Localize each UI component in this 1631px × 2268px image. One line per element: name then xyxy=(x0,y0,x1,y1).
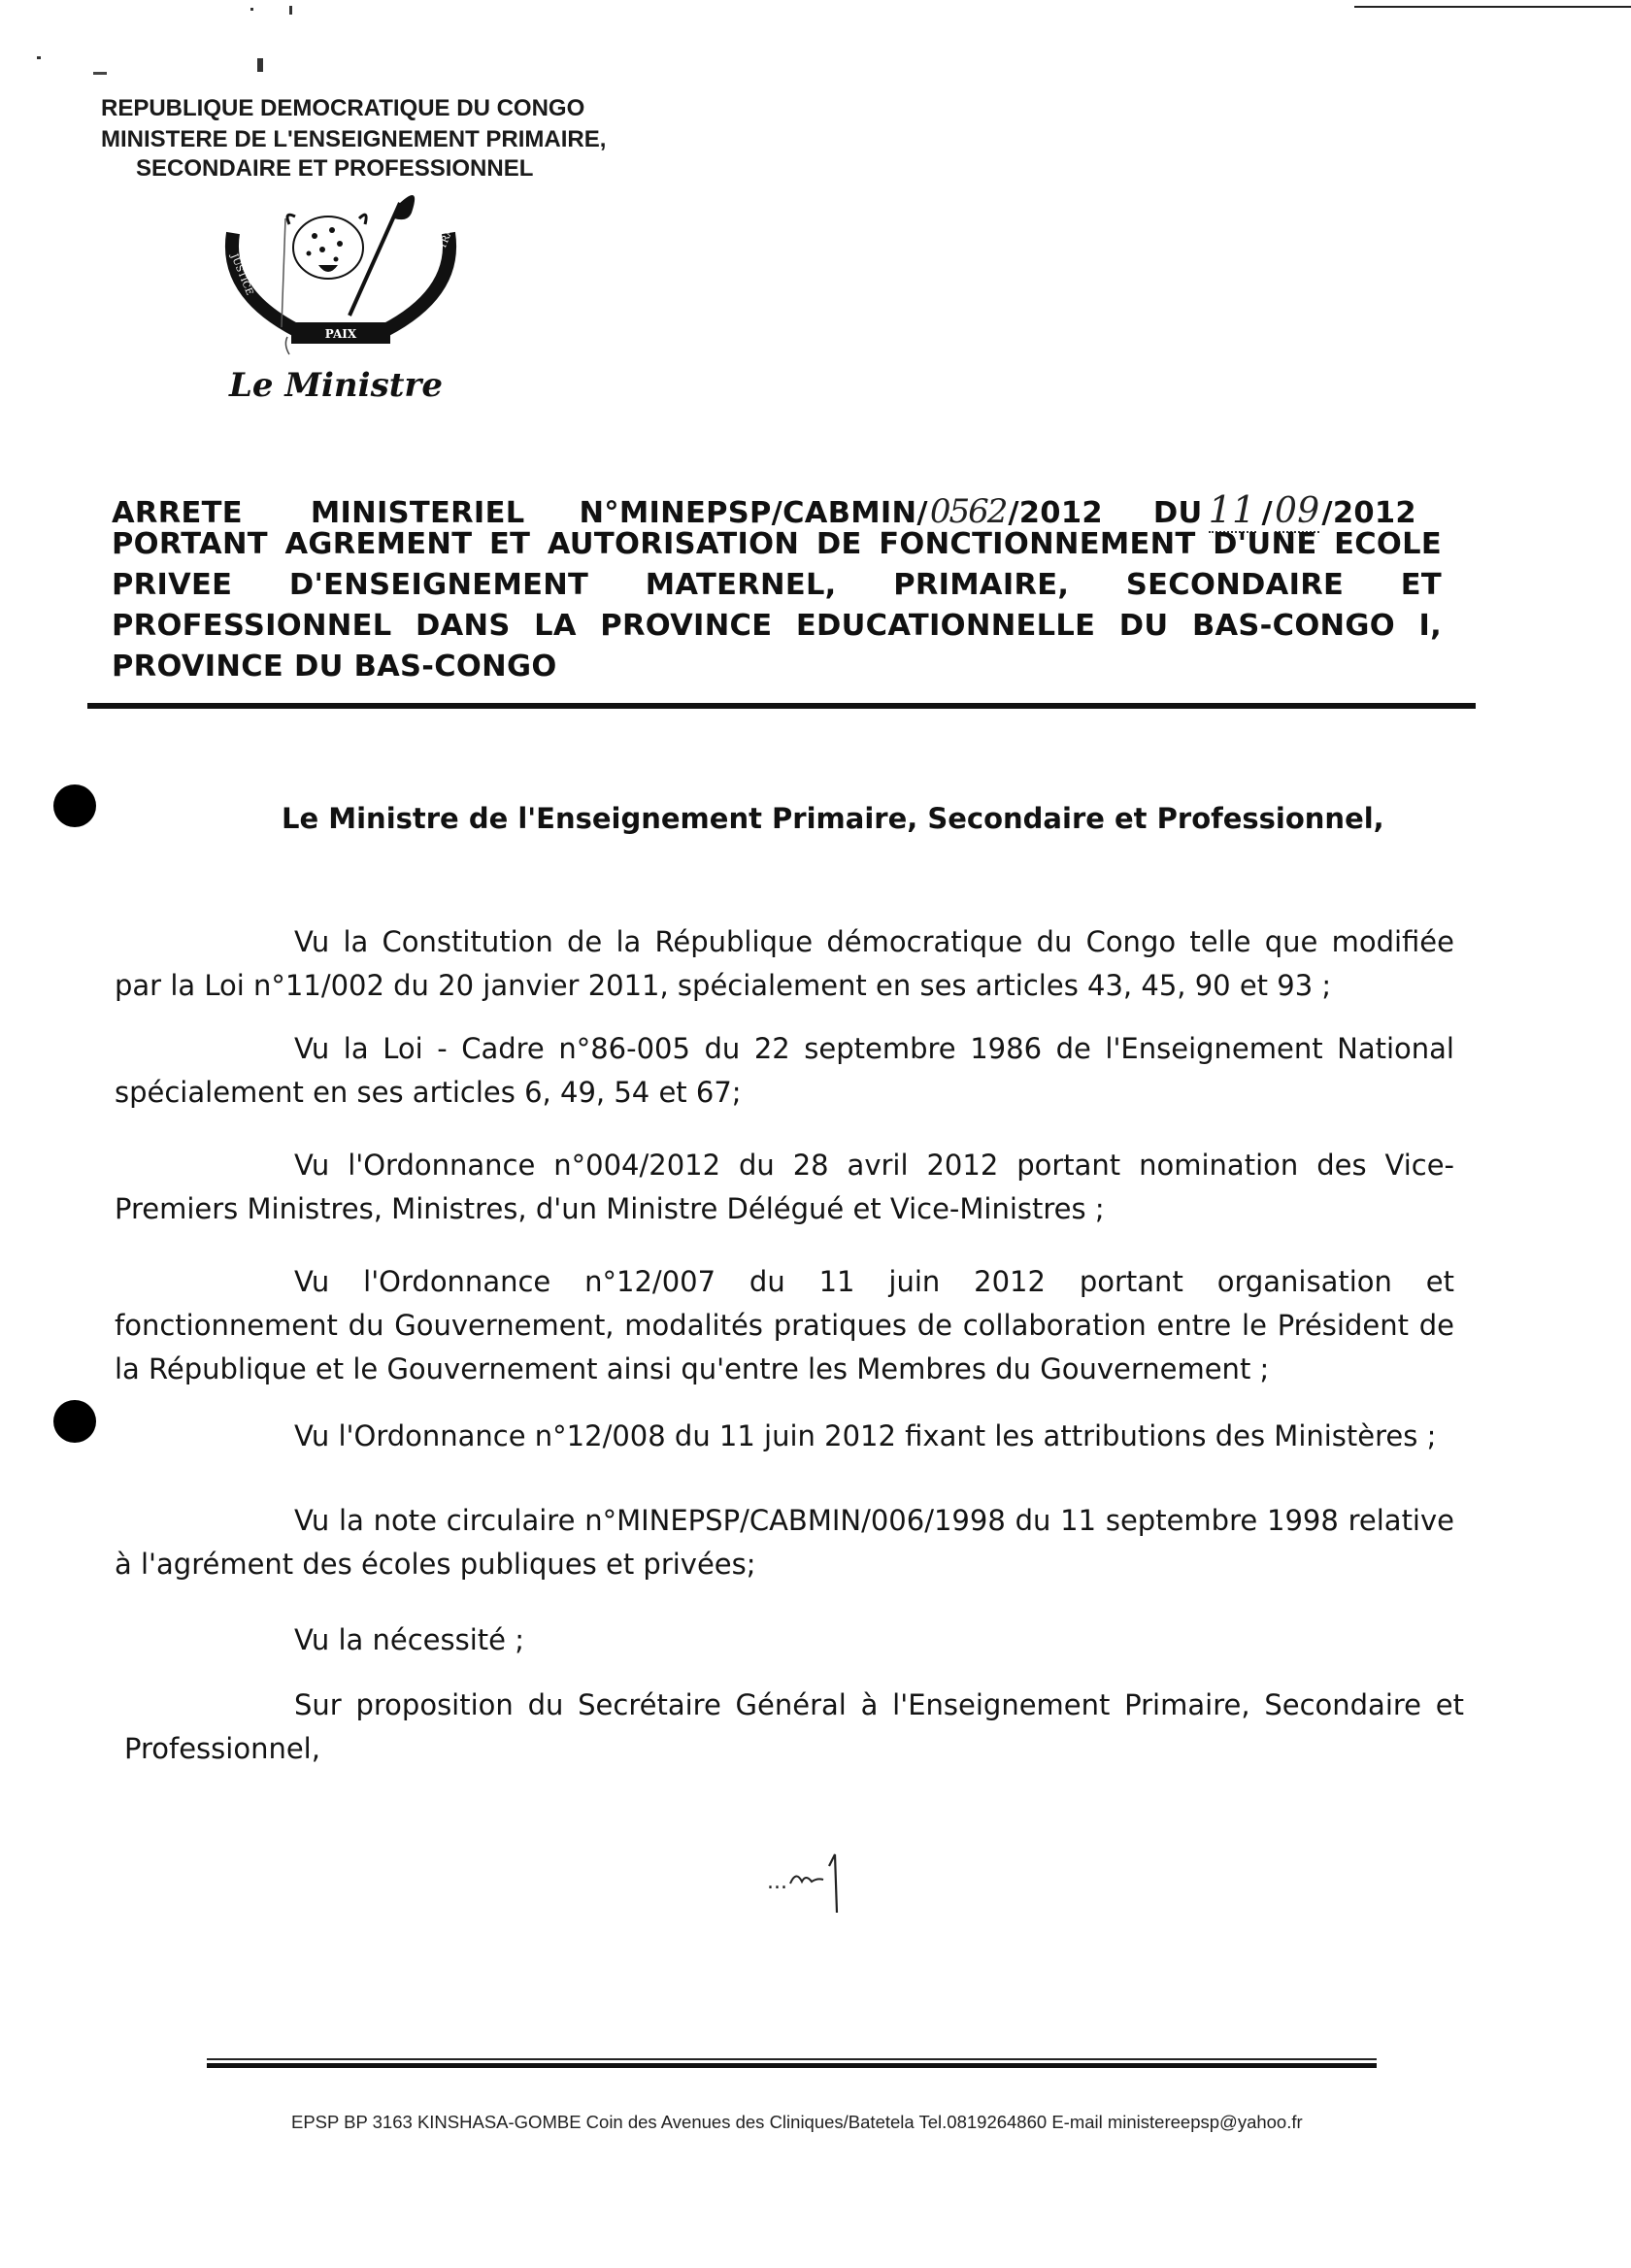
footer-contact: EPSP BP 3163 KINSHASA-GOMBE Coin des Avenues des Cliniques/Batetela Tel.0819264860 E-mail ministereepsp@yahoo.fr xyxy=(291,2112,1303,2132)
title-du: DU xyxy=(1152,496,1203,530)
title-line-5: PROVINCE DU BAS-CONGO xyxy=(112,650,557,684)
consideration-6 xyxy=(115,1499,1454,1586)
consideration-1-text: Vu la Constitution de la République démocratique du Congo telle que modifiée par la Loi n°11/002 du 20 janvier 2011, spécialement en ses articles 43, 45, 90 et 93 ; xyxy=(115,925,1454,1002)
consideration-5: Vu l'Ordonnance n°12/008 du 11 juin 2012 fixant les attributions des Ministères ; xyxy=(294,1419,1437,1452)
consideration-4-text: Vu l'Ordonnance n°12/007 du 11 juin 2012 portant organisation et fonctionnement du Gouvernement, modalités pratiques de collaboration entre le Président de la République et le Gouvernement ainsi qu'entre les Membres du Gouvernement ; xyxy=(115,1265,1454,1385)
footer-rule-thin xyxy=(207,2058,1377,2060)
consideration-8-text: Sur proposition du Secrétaire Général à l'Enseignement Primaire, Secondaire et Professionnel, xyxy=(124,1688,1464,1765)
consideration-8 xyxy=(124,1684,1464,1771)
header-line-1: REPUBLIQUE DEMOCRATIQUE DU CONGO xyxy=(101,95,585,121)
consideration-1 xyxy=(115,920,1454,1008)
title-ref-prefix: N°MINEPSP/CABMIN/ xyxy=(579,496,928,530)
title-ministeriel: MINISTERIEL xyxy=(310,496,525,530)
binder-hole-top xyxy=(53,784,96,827)
title-line-3: PRIVEE D'ENSEIGNEMENT MATERNEL, PRIMAIRE, SECONDAIRE ET xyxy=(112,568,1442,602)
consideration-4 xyxy=(115,1260,1454,1391)
consideration-2-text: Vu la Loi - Cadre n°86-005 du 22 septembre 1986 de l'Enseignement National spécialement en ses articles 6, 49, 54 et 67; xyxy=(115,1032,1454,1109)
title-ref-year: /2012 xyxy=(1008,496,1103,530)
title-divider xyxy=(87,703,1476,709)
title-month-handwritten: 09 xyxy=(1274,491,1320,531)
scan-speck xyxy=(289,6,292,15)
scan-speck xyxy=(250,8,253,11)
title-date-year: /2012 xyxy=(1321,496,1416,530)
header-line-2: MINISTERE DE L'ENSEIGNEMENT PRIMAIRE, xyxy=(101,126,607,152)
initials-signature xyxy=(767,1845,854,1918)
title-line-2: PORTANT AGREMENT ET AUTORISATION DE FONCTIONNEMENT D'UNE ECOLE xyxy=(112,527,1442,561)
signatory-label: Le Ministre xyxy=(229,366,443,405)
title-day-handwritten: 11 xyxy=(1208,488,1256,531)
consideration-7: Vu la nécessité ; xyxy=(294,1623,524,1656)
consideration-3-text: Vu l'Ordonnance n°004/2012 du 28 avril 2012 portant nomination des Vice-Premiers Ministres, Ministres, d'un Ministre Délégué et Vice-Ministres ; xyxy=(115,1149,1454,1225)
scan-speck xyxy=(257,58,263,72)
title-arrete: ARRETE xyxy=(112,496,243,530)
consideration-6-text: Vu la note circulaire n°MINEPSP/CABMIN/006/1998 du 11 septembre 1998 relative à l'agrément des écoles publiques et privées; xyxy=(115,1504,1454,1581)
emblem-word-left: JUSTICE xyxy=(228,252,255,297)
emblem-word-right: TRAVAIL xyxy=(437,206,464,251)
scan-speck xyxy=(37,56,41,59)
scan-speck xyxy=(93,72,107,75)
emblem-word-center: PAIX xyxy=(324,327,357,341)
national-emblem-icon xyxy=(214,189,466,364)
scan-edge-line xyxy=(1354,6,1631,8)
header-line-3: SECONDAIRE ET PROFESSIONNEL xyxy=(136,155,534,182)
continuation-dots: ... xyxy=(767,1870,787,1894)
consideration-2 xyxy=(115,1027,1454,1115)
title-ref-number-handwritten: 0562 xyxy=(929,492,1007,531)
title-line-1: ARRETE MINISTERIEL N°MINEPSP/CABMIN/ 0562 /2012 DU 11 / 09 /2012 xyxy=(112,488,1416,531)
intro-heading: Le Ministre de l'Enseignement Primaire, Secondaire et Professionnel, xyxy=(282,802,1384,835)
title-line-4: PROFESSIONNEL DANS LA PROVINCE EDUCATIONNELLE DU BAS-CONGO I, xyxy=(112,609,1442,643)
binder-hole-bottom xyxy=(53,1400,96,1443)
footer-rule-thick xyxy=(207,2063,1377,2068)
consideration-3 xyxy=(115,1144,1454,1231)
continuation-mark xyxy=(767,1845,854,1918)
